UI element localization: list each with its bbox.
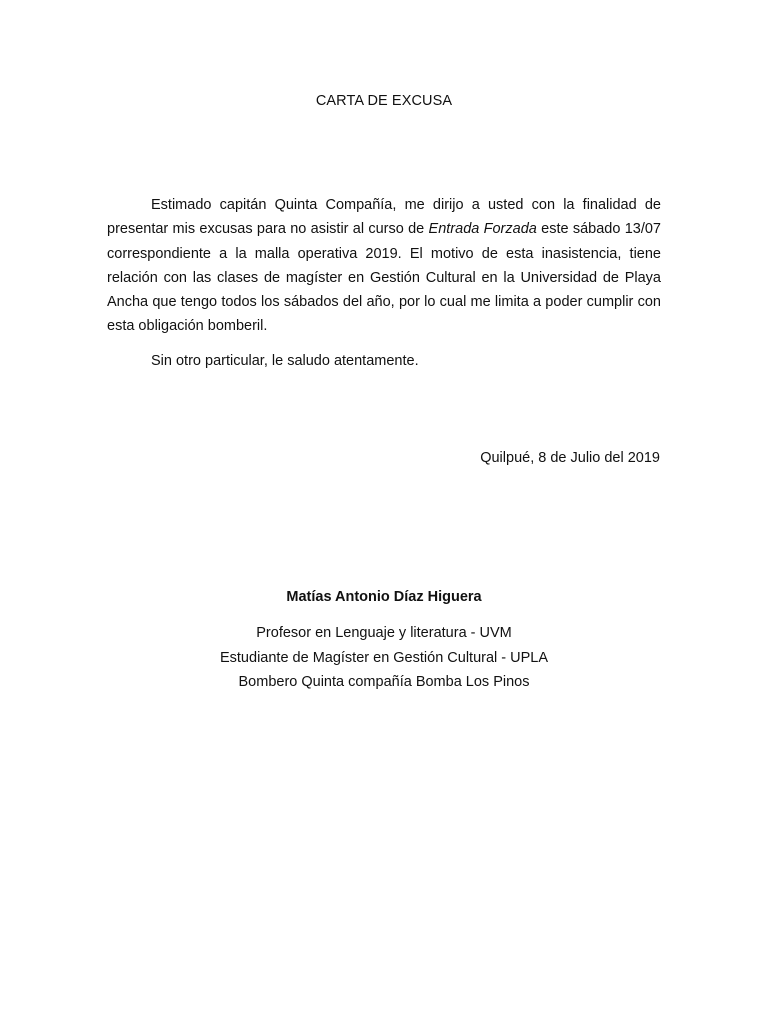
body-paragraph-2: Sin otro particular, le saludo atentamente. xyxy=(151,352,419,369)
document-title: CARTA DE EXCUSA xyxy=(315,93,453,109)
paragraph-1-text-end: este sábado 13/07 correspondiente a la malla operativa 2019. El motivo de esta inasistencia, tiene relación con las clases de magíster en Gestión Cultural en la Universidad de Playa Ancha que tengo todos los sábados del año, por lo cual me limita a poder cumplir con esta obligación bomberil. xyxy=(107,221,661,335)
course-name: Entrada Forzada xyxy=(428,221,537,238)
body-paragraph-1 xyxy=(107,193,661,339)
place-date: Quilpué, 8 de Julio del 2019 xyxy=(480,450,660,466)
letter-body xyxy=(107,193,661,373)
paragraph-1-text-start: Estimado capitán Quinta Compañía, me dirijo a usted con la finalidad de presentar mis excusas para no asistir al curso de xyxy=(107,197,661,238)
signature-name: Matías Antonio Díaz Higuera xyxy=(286,589,482,605)
signature-line-2: Estudiante de Magíster en Gestión Cultural - UPLA xyxy=(219,649,549,666)
signature-details xyxy=(0,621,768,695)
signature-line-1: Profesor en Lenguaje y literatura - UVM xyxy=(256,625,512,641)
signature-line-3: Bombero Quinta compañía Bomba Los Pinos xyxy=(238,674,530,690)
